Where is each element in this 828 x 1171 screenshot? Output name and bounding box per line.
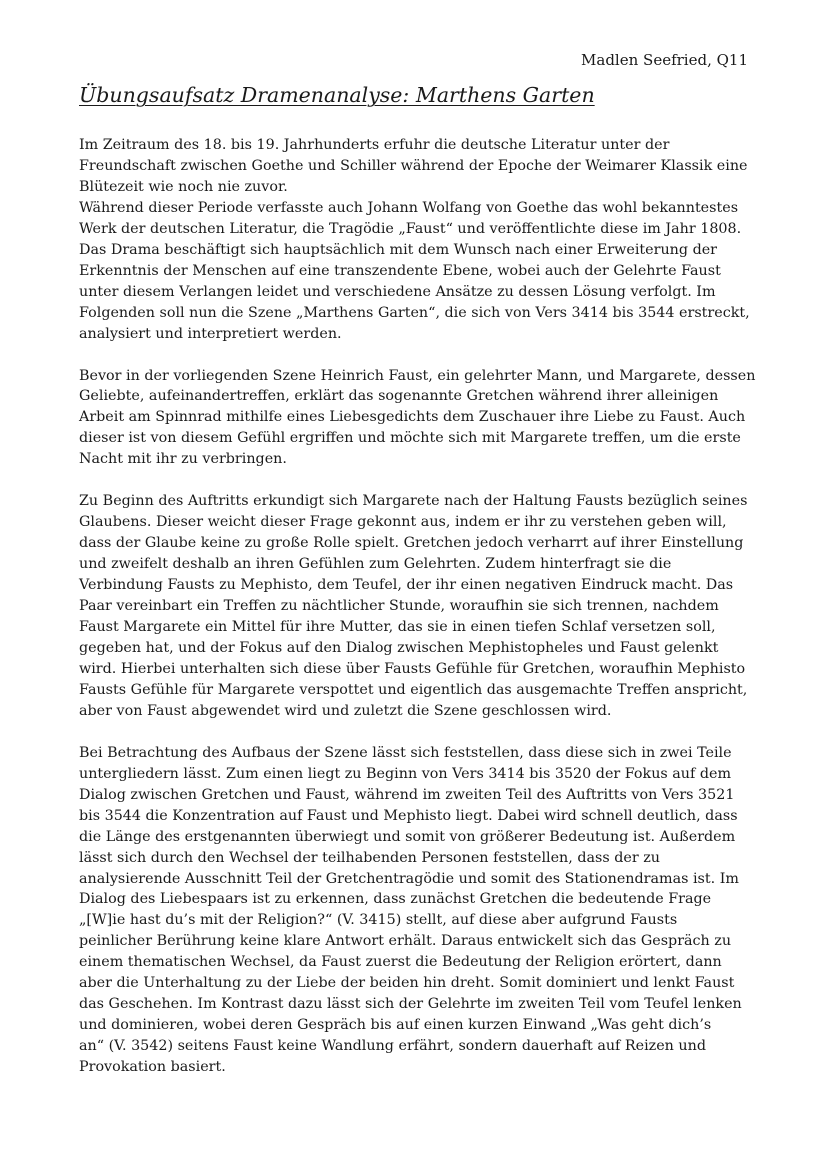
text-line: Freundschaft zwischen Goethe und Schiller während der Epoche der Weimarer Klassik eine bbox=[79, 157, 748, 174]
text-line: Dialog zwischen Gretchen und Faust, während im zweiten Teil des Auftritts von Vers 3521 bbox=[79, 786, 735, 803]
text-line: an“ (V. 3542) seitens Faust keine Wandlung erfährt, sondern dauerhaft auf Reizen und bbox=[79, 1038, 706, 1055]
paragraph-2 bbox=[79, 366, 759, 471]
text-line: Nacht mit ihr zu verbringen. bbox=[79, 451, 287, 468]
essay-body bbox=[79, 135, 759, 1099]
text-line: dass der Glaube keine zu große Rolle spielt. Gretchen jedoch verharrt auf ihrer Einstellung bbox=[79, 535, 744, 552]
text-line: Folgenden soll nun die Szene „Marthens Garten“, die sich von Vers 3414 bis 3544 erstreckt, bbox=[79, 304, 750, 321]
text-line: und dominieren, wobei deren Gespräch bis auf einen kurzen Einwand „Was geht dich’s bbox=[79, 1017, 712, 1034]
text-line: bis 3544 die Konzentration auf Faust und Mephisto liegt. Dabei wird schnell deutlich, dass bbox=[79, 807, 738, 824]
text-line: Zu Beginn des Auftritts erkundigt sich Margarete nach der Haltung Fausts bezüglich seines bbox=[79, 493, 748, 510]
text-line: Arbeit am Spinnrad mithilfe eines Liebesgedichts dem Zuschauer ihre Liebe zu Faust. Auch bbox=[79, 409, 746, 426]
text-line: Faust Margarete ein Mittel für ihre Mutter, das sie in einen tiefen Schlaf versetzen soll, bbox=[79, 619, 716, 636]
text-line: Geliebte, aufeinandertreffen, erklärt das sogenannte Gretchen während ihrer alleinigen bbox=[79, 388, 719, 405]
text-line: Im Zeitraum des 18. bis 19. Jahrhunderts erfuhr die deutsche Literatur unter der bbox=[79, 137, 670, 153]
text-line: analysierende Ausschnitt Teil der Gretchentragödie und somit des Stationendramas ist. Im bbox=[79, 870, 739, 887]
text-line: Verbindung Fausts zu Mephisto, dem Teufel, der ihr einen negativen Eindruck macht. Das bbox=[79, 577, 734, 594]
text-line: unter diesem Verlangen leidet und verschiedene Ansätze zu dessen Lösung verfolgt. Im bbox=[79, 283, 716, 300]
text-line: Paar vereinbart ein Treffen zu nächtlicher Stunde, woraufhin sie sich trennen, nachdem bbox=[79, 598, 719, 615]
text-line: Bevor in der vorliegenden Szene Heinrich Faust, ein gelehrter Mann, und Margarete, dessen bbox=[79, 367, 756, 384]
text-line: Während dieser Periode verfasste auch Johann Wolfang von Goethe das wohl bekanntestes bbox=[79, 199, 739, 216]
paragraph-4 bbox=[79, 743, 759, 1078]
text-line: dieser ist von diesem Gefühl ergriffen und möchte sich mit Margarete treffen, um die erste bbox=[79, 430, 741, 447]
text-line: Das Drama beschäftigt sich hauptsächlich mit dem Wunsch nach einer Erweiterung der bbox=[79, 241, 718, 258]
text-line: die Länge des erstgenannten überwiegt und somit von größerer Bedeutung ist. Außerdem bbox=[79, 828, 736, 845]
text-line: und zweifelt deshalb an ihren Gefühlen zum Gelehrten. Zudem hinterfragt sie die bbox=[79, 556, 672, 573]
text-line: untergliedern lässt. Zum einen liegt zu Beginn von Vers 3414 bis 3520 der Fokus auf dem bbox=[79, 765, 732, 782]
text-line: „[W]ie hast du’s mit der Religion?“ (V. 3415) stellt, auf diese aber aufgrund Fausts bbox=[79, 912, 678, 929]
paragraph-3 bbox=[79, 491, 759, 721]
text-line: aber von Faust abgewendet wird und zuletzt die Szene geschlossen wird. bbox=[79, 702, 612, 719]
text-line: wird. Hierbei unterhalten sich diese über Fausts Gefühle für Gretchen, woraufhin Mephisto bbox=[79, 660, 746, 677]
text-line: das Geschehen. Im Kontrast dazu lässt sich der Gelehrte im zweiten Teil vom Teufel lenken bbox=[79, 996, 742, 1013]
paragraph-1 bbox=[79, 135, 759, 345]
essay-title: Übungsaufsatz Dramenanalyse: Marthens Garten bbox=[79, 83, 595, 107]
text-line: Glaubens. Dieser weicht dieser Frage gekonnt aus, indem er ihr zu verstehen geben will, bbox=[79, 514, 727, 531]
text-line: lässt sich durch den Wechsel der teilhabenden Personen feststellen, dass der zu bbox=[79, 849, 660, 866]
text-line: Werk der deutschen Literatur, die Tragödie „Faust“ und veröffentlichte diese im Jahr 1808. bbox=[79, 220, 742, 237]
text-line: gegeben hat, und der Fokus auf den Dialog zwischen Mephistopheles und Faust gelenkt bbox=[79, 639, 719, 656]
text-line: einem thematischen Wechsel, da Faust zuerst die Bedeutung der Religion erörtert, dann bbox=[79, 954, 722, 971]
text-line: Bei Betrachtung des Aufbaus der Szene lässt sich feststellen, dass diese sich in zwei Teile bbox=[79, 744, 732, 761]
text-line: Blütezeit wie noch nie zuvor. bbox=[79, 178, 288, 195]
author-line: Madlen Seefried, Q11 bbox=[581, 51, 748, 69]
text-line: Fausts Gefühle für Margarete verspottet und eigentlich das ausgemachte Treffen anspricht, bbox=[79, 681, 748, 698]
text-line: analysiert und interpretiert werden. bbox=[79, 325, 342, 342]
text-line: peinlicher Berührung keine klare Antwort erhält. Daraus entwickelt sich das Gespräch zu bbox=[79, 933, 732, 950]
text-line: Dialog des Liebespaars ist zu erkennen, dass zunächst Gretchen die bedeutende Frage bbox=[79, 891, 712, 908]
text-line: Erkenntnis der Menschen auf eine transzendente Ebene, wobei auch der Gelehrte Faust bbox=[79, 262, 721, 279]
text-line: Provokation basiert. bbox=[79, 1059, 226, 1076]
text-line: aber die Unterhaltung zu der Liebe der beiden hin dreht. Somit dominiert und lenkt Faust bbox=[79, 975, 735, 992]
